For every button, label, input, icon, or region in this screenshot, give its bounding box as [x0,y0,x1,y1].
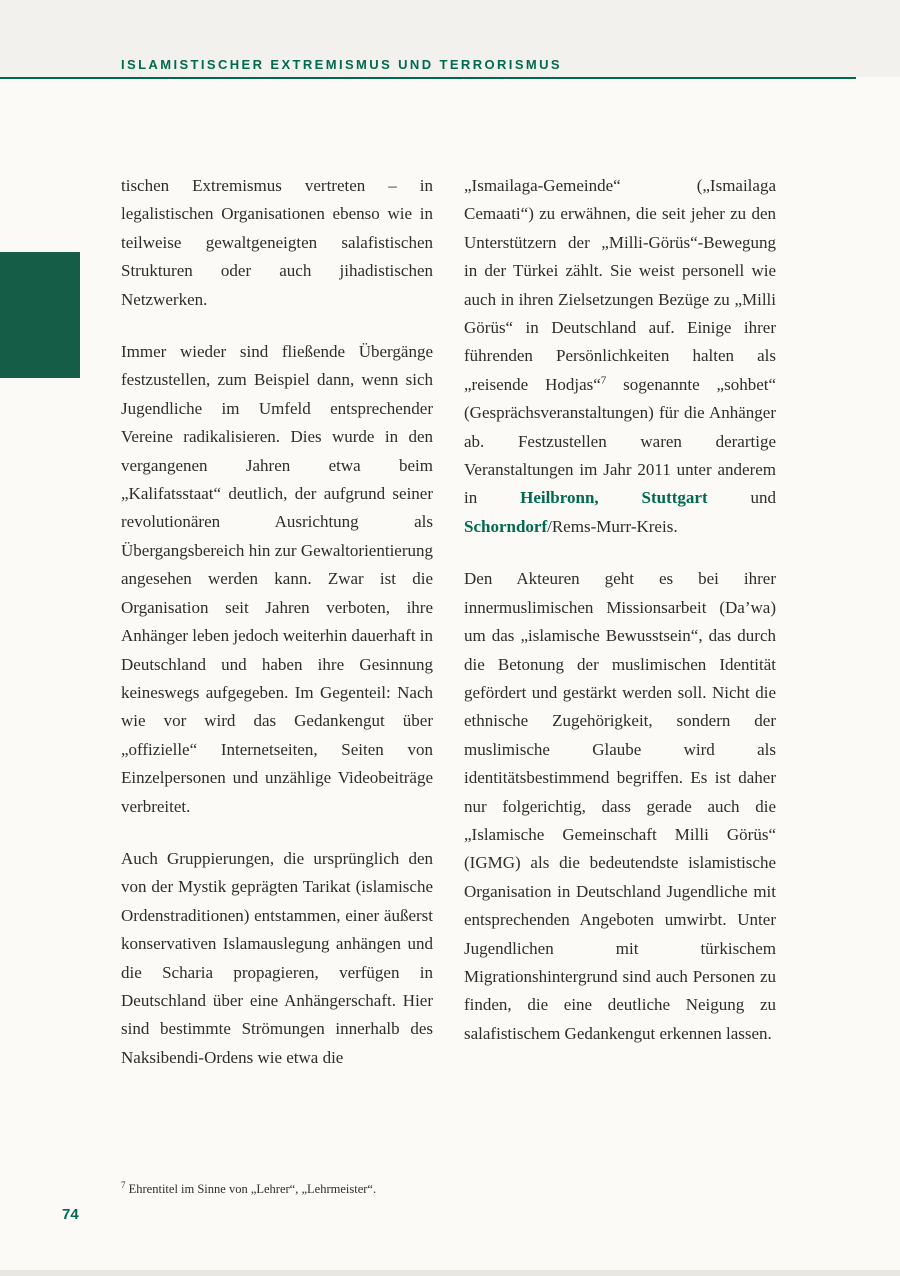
header-rule [0,77,856,79]
text-column-left [121,172,433,1072]
paragraph-text: „Ismailaga-Gemeinde“ („Ismailaga Cemaati“) zu erwähnen, die seit jeher zu den Unterstützern der „Milli-Görüs“-Bewegung in der Türkei zählt. Sie weist personell wie auch in ihren Zielsetzungen Bezüge zu „Milli Görüs“ in Deutschland auf. Einige ihrer führenden Persönlichkeiten halten als „reisende Hodjas“ [464,176,776,394]
paragraph: Immer wieder sind fließende Übergänge festzustellen, zum Beispiel dann, wenn sich Jugendliche im Umfeld entsprechender Vereine radikalisieren. Dies wurde in den vergangenen Jahren etwa beim „Kalifatsstaat“ deutlich, der aufgrund seiner revolutionären Ausrichtung als Übergangsbereich hin zur Gewaltorientierung angesehen werden kann. Zwar ist die Organisation seit Jahren verboten, ihre Anhänger leben jedoch weiterhin dauerhaft in Deutschland und haben ihre Gesinnung keineswegs aufgegeben. Im Gegenteil: Nach wie vor wird das Gedankengut über „offizielle“ Internetseiten, Seiten von Einzelpersonen und unzählige Videobeiträge verbreitet. [121,342,434,816]
chapter-marker-block [0,252,80,378]
paragraph-text: und [707,488,776,508]
footnote-marker: 7 [121,1179,126,1190]
paragraph: Auch Gruppierungen, die ursprünglich den von der Mystik geprägten Tarikat (islamische Ordenstraditionen) entstammen, einer äußerst konservativen Islamauslegung anhängen und die Scharia propagieren, verfügen in Deutschland über eine Anhängerschaft. Hier sind bestimmte Strömungen innerhalb des Naksibendi-Ordens wie etwa die [121,848,433,1067]
footnote [121,1180,376,1198]
place-name-bold: Schorndorf [464,516,548,536]
content-columns [121,172,776,1072]
running-header: ISLAMISTISCHER EXTREMISMUS UND TERRORISMUS [121,57,562,72]
footnote-reference: 7 [600,374,607,387]
bottom-page-edge [0,1270,900,1276]
footnote-text: Ehrentitel im Sinne von „Lehrer“, „Lehrmeister“. [128,1182,377,1196]
paragraph [464,172,776,541]
text-column-right [464,172,776,1072]
place-names-bold: Heilbronn, Stuttgart [520,488,708,508]
paragraph: tischen Extremismus vertreten – in legalistischen Organisationen ebenso wie in teilweise gewaltgeneigten salafistischen Strukturen oder auch jihadistischen Netzwerken. [121,176,433,309]
paragraph-text: /Rems-Murr-Kreis. [547,516,678,536]
paragraph: Den Akteuren geht es bei ihrer innermuslimischen Missionsarbeit (Da’wa) um das „islamische Bewusstsein“, das durch die Betonung der muslimischen Identität gefördert und gestärkt werden soll. Nicht die ethnische Zugehörigkeit, sondern der muslimische Glaube wird als identitätsbestimmend begriffen. Es ist daher nur folgerichtig, dass gerade auch die „Islamische Gemeinschaft Milli Görüs“ (IGMG) als die bedeutendste islamistische Organisation in Deutschland Jugendliche mit entsprechenden Angeboten umwirbt. Unter Jugendlichen mit türkischem Migrationshintergrund sind auch Personen zu finden, die eine deutliche Neigung zu salafistischem Gedankengut erkennen lassen. [464,569,776,1043]
page-number: 74 [62,1206,79,1223]
paragraph-text: sogenannte „sohbet“ (Gesprächsveranstaltungen) für die Anhänger ab. Festzustellen waren derartige Veranstaltungen im Jahr 2011 unter anderem in [464,374,777,508]
